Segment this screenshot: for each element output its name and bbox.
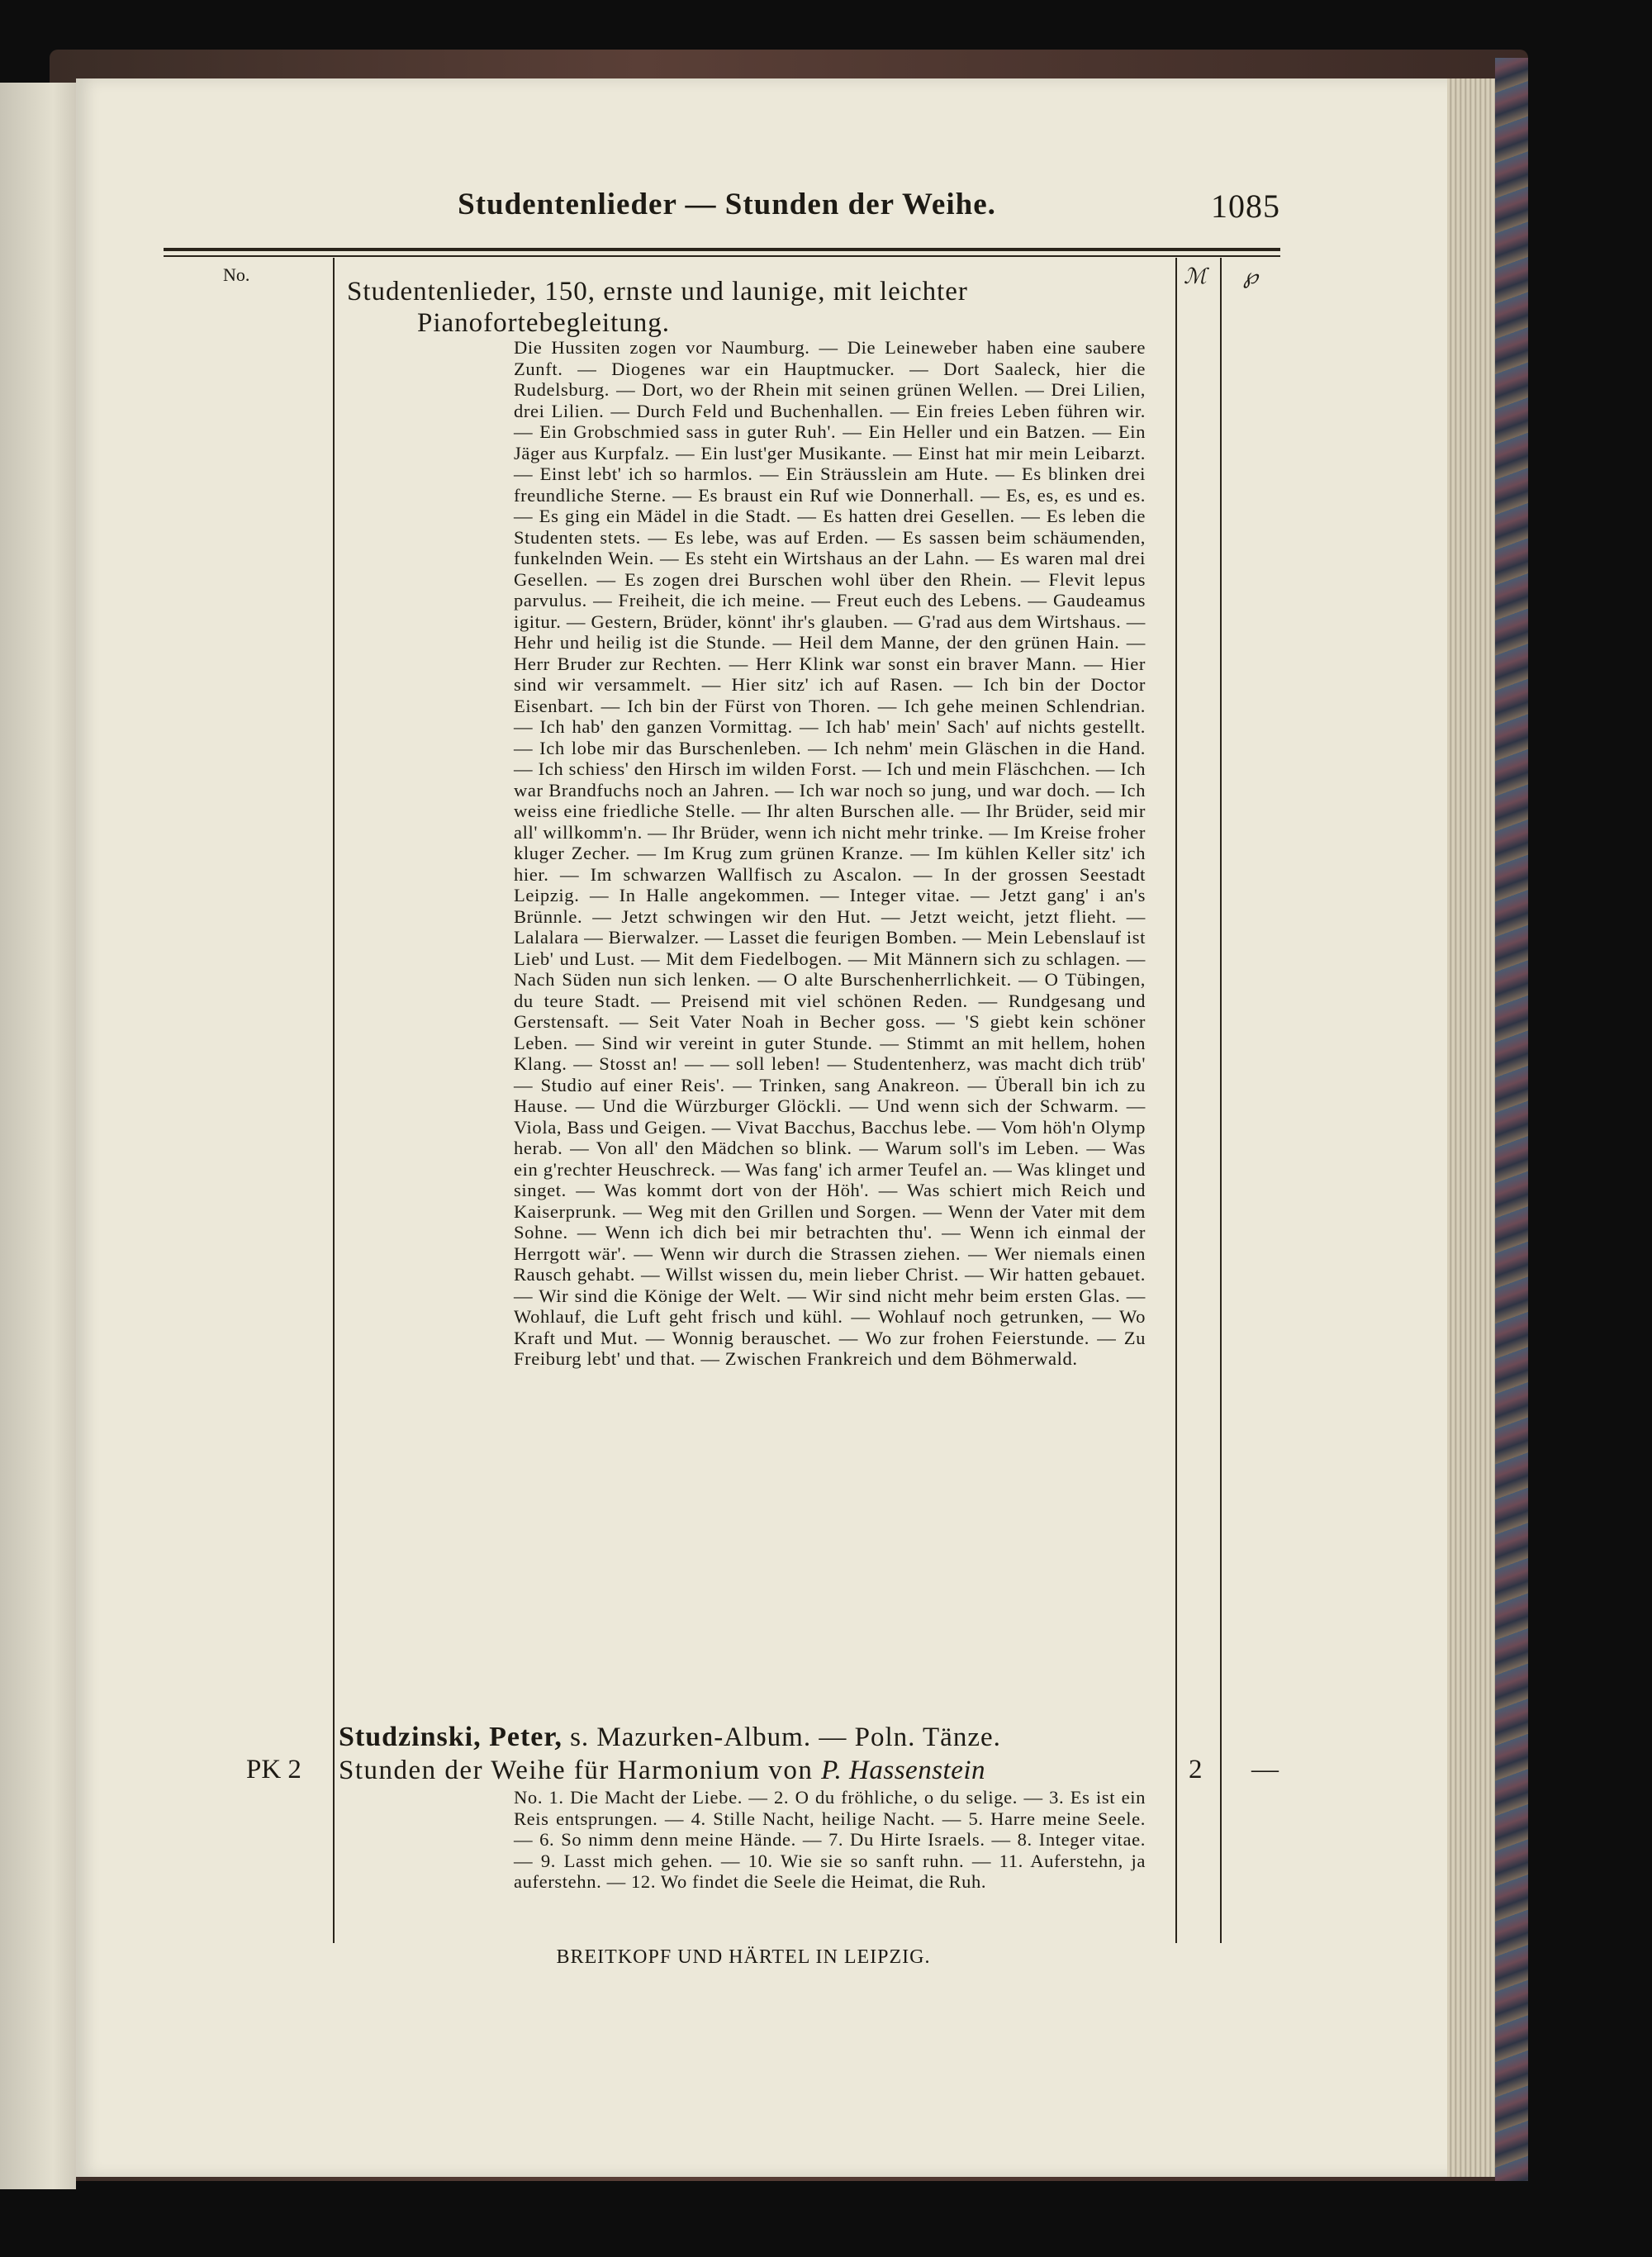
column-divider	[1175, 258, 1177, 1943]
entry-contents-stunden: No. 1. Die Macht der Liebe. — 2. O du fröhliche, o du selige. — 3. Es ist ein Reis entsprungen. — 4. Stille Nacht, heilige Nacht. — 5. Harre meine Seele. — 6. So nimm denn meine Hände. — 7. Du Hirte Israels. — 8. Integer vitae. — 9. Lasst mich gehen. — 10. Wie sie so sanft ruhn. — 11. Auferstehn, ja auferstehn. — 12. Wo findet die Seele die Heimat, die Ruh.	[514, 1787, 1146, 1892]
entry-reference: s. Mazurken-Album. — Poln. Tänze.	[562, 1722, 1001, 1752]
price-pfennig: —	[1251, 1755, 1279, 1784]
page-number: 1085	[1211, 188, 1280, 225]
entry-title-text: Stunden der Weihe für Harmonium von	[339, 1756, 822, 1785]
column-divider	[333, 258, 335, 1943]
entry-title-studentenlieder	[347, 276, 1173, 339]
entry-title-stunden	[339, 1755, 1165, 1786]
column-divider	[1220, 258, 1222, 1943]
page-edges	[1447, 78, 1495, 2177]
header-rule-thin	[164, 255, 1280, 257]
entry-title-line: Pianofortebegleitung.	[417, 308, 671, 338]
column-head-mark: ℳ	[1184, 264, 1207, 288]
entry-number: PK 2	[246, 1755, 301, 1784]
left-page-edge	[0, 83, 76, 2189]
entry-composer: P. Hassenstein	[821, 1756, 986, 1785]
entry-contents-studentenlieder: Die Hussiten zogen vor Naumburg. — Die Leineweber haben eine saubere Zunft. — Diogenes war ein Hauptmucker. — Dort Saaleck, hier die Rudelsburg. — Dort, wo der Rhein mit seinen grünen Wellen. — Drei Lilien, drei Lilien. — Durch Feld und Buchenhallen. — Ein freies Leben führen wir. — Ein Grobschmied sass in guter Ruh'. — Ein Heller und ein Batzen. — Ein Jäger aus Kurpfalz. — Ein lust'ger Musikante. — Einst hat mir mein Leibarzt. — Einst lebt' ich so harmlos. — Ein Sträusslein am Hute. — Es blinken drei freundliche Sterne. — Es braust ein Ruf wie Donnerhall. — Es, es, es und es. — Es ging ein Mädel in die Stadt. — Es hatten drei Gesellen. — Es leben die Studenten stets. — Es lebe, was auf Erden. — Es sassen beim schäumenden, funkelnden Wein. — Es steht ein Wirtshaus an der Lahn. — Es waren mal drei Gesellen. — Es zogen drei Burschen wohl über den Rhein. — Flevit lepus parvulus. — Freiheit, die ich meine. — Freut euch des Lebens. — Gaudeamus igitur. — Gestern, Brüder, könnt' ihr's glauben. — G'rad aus dem Wirtshaus. — Hehr und heilig ist die Stunde. — Heil dem Manne, der den grünen Hain. — Herr Bruder zur Rechten. — Herr Klink war sonst ein braver Mann. — Hier sind wir versammelt. — Hier sitz' ich auf Rasen. — Ich bin der Doctor Eisenbart. — Ich bin der Fürst von Thoren. — Ich gehe meinen Schlendrian. — Ich hab' den ganzen Vormittag. — Ich hab' mein' Sach' auf nichts gestellt. — Ich lobe mir das Burschenleben. — Ich nehm' mein Gläschen in die Hand. — Ich schiess' den Hirsch im wilden Forst. — Ich und mein Fläschchen. — Ich war Brandfuchs noch an Jahren. — Ich war noch so jung, und war doch. — Ich weiss eine friedliche Stelle. — Ihr alten Burschen alle. — Ihr Brüder, seid mir all' willkomm'n. — Ihr Brüder, wenn ich nicht mehr trinke. — Im Kreise froher kluger Zecher. — Im Krug zum grünen Kranze. — Im kühlen Keller sitz' ich hier. — Im schwarzen Wallfisch zu Ascalon. — In der grossen Seestadt Leipzig. — In Halle angekommen. — Integer vitae. — Jetzt gang' i an's Brünnle. — Jetzt schwingen wir den Hut. — Jetzt weicht, jetzt flieht. — Lalalara — Bierwalzer. — Lasset die feurigen Bomben. — Mein Lebenslauf ist Lieb' und Lust. — Mit dem Fiedelbogen. — Mit Männern sich zu schlagen. — Nach Süden nun sich lenken. — O alte Burschenherrlichkeit. — O Tübingen, du teure Stadt. — Preisend mit viel schönen Reden. — Rundgesang und Gerstensaft. — Seit Vater Noah in Becher goss. — 'S giebt kein schöner Leben. — Sind wir vereint in guter Stunde. — Stimmt an mit hellem, hohen Klang. — Stosst an! — — soll leben! — Studentenherz, was macht dich trüb' — Studio auf einer Reis'. — Trinken, sang Anakreon. — Überall bin ich zu Hause. — Und die Würzburger Glöckli. — Und wenn sich der Schwarm. — Viola, Bass und Geigen. — Vivat Bacchus, Bacchus lebe. — Vom höh'n Olymp herab. — Von all' den Mädchen so blink. — Warum soll's im Leben. — Was ein g'rechter Heuschreck. — Was fang' ich armer Teufel an. — Was klinget und singet. — Was kommt dort von der Höh'. — Was schiert mich Reich und Kaiserprunk. — Weg mit den Grillen und Sorgen. — Wenn der Vater mit dem Sohne. — Wenn ich dich bei mir betrachten thu'. — Wenn ich einmal der Herrgott wär'. — Wenn wir durch die Strassen ziehen. — Wer niemals einen Rausch gehabt. — Willst wissen du, mein lieber Christ. — Wir hatten gebauet. — Wir sind die Könige der Welt. — Wir sind nicht mehr beim ersten Glas. — Wohlauf, die Luft geht frisch und kühl. — Wohlauf noch getrunken, — Wo Kraft und Mut. — Wonnig berauschet. — Wo zur frohen Feierstunde. — Zu Freiburg lebt' und that. — Zwischen Frankreich und dem Böhmerwald.	[514, 337, 1146, 1369]
column-head-pfennig: ℘	[1243, 264, 1259, 288]
running-header	[413, 187, 1280, 236]
price-mark: 2	[1189, 1755, 1203, 1784]
publisher-footer: BREITKOPF UND HÄRTEL IN LEIPZIG.	[556, 1946, 931, 1968]
entry-name: Studzinski, Peter,	[339, 1722, 563, 1752]
entry-studzinski	[339, 1722, 1165, 1753]
column-head-number: No.	[223, 264, 250, 285]
marbled-edge	[1495, 58, 1528, 2181]
header-rule	[164, 248, 1280, 251]
entry-title-line: Studentenlieder, 150, ernste und launige, mit leichter	[347, 277, 968, 306]
header-title: Studentenlieder — Stunden der Weihe.	[458, 188, 996, 221]
